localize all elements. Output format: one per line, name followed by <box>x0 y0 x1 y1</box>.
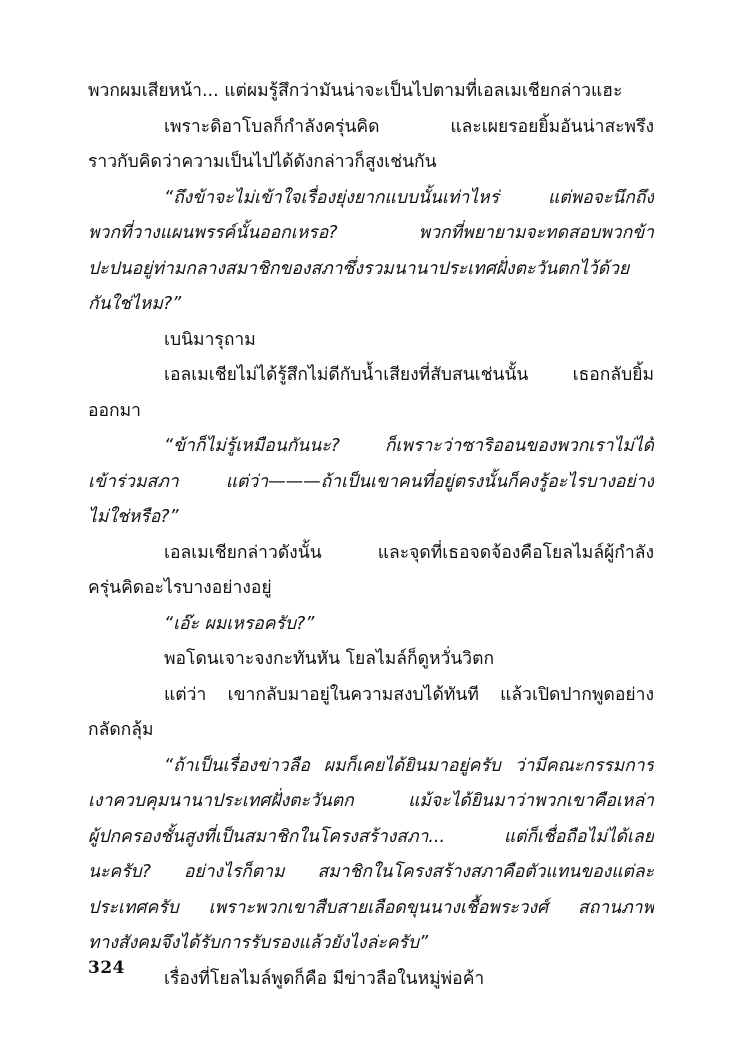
text-line: เงาควบคุมนานาประเทศฝั่งตะวันตก แม้จะได้ยินมาว่าพวกเขาคือเหล่า <box>88 791 654 811</box>
body-text <box>88 74 654 997</box>
text-line: แต่ว่า เขากลับมาอยู่ในความสงบได้ทันที แล้วเปิดปากพูดอย่าง <box>164 684 654 705</box>
text-line: เอลเมเชียไม่ได้รู้สึกไม่ดีกับน้ำเสียงที่สับสนเช่นนั้น เธอกลับยิ้ม <box>164 365 654 385</box>
text-line: “ถึงข้าจะไม่เข้าใจเรื่องยุ่งยากแบบนั้นเท่าไหร่ แต่พอจะนึกถึง <box>164 187 654 208</box>
text-line: “ข้าก็ไม่รู้เหมือนกันนะ? ก็เพราะว่าซาริออนของพวกเราไม่ได้ <box>164 436 654 456</box>
text-line: กันใช่ไหม?” <box>88 294 182 314</box>
text-line: ผู้ปกครองชั้นสูงที่เป็นสมาชิกในโครงสร้างสภา... แต่ก็เชื่อถือไม่ได้เลย <box>88 826 654 847</box>
text-line: ประเทศครับ เพราะพวกเขาสืบสายเลือดขุนนางเชื้อพระวงศ์ สถานภาพ <box>88 897 654 918</box>
text-line: พวกที่วางแผนพรรค์นั้นออกเหรอ? พวกที่พยายามจะทดสอบพวกข้า <box>88 223 654 243</box>
text-line: “ถ้าเป็นเรื่องข่าวลือ ผมก็เคยได้ยินมาอยู่ครับ ว่ามีคณะกรรมการ <box>164 755 654 776</box>
text-line: เรื่องที่โยลไมล์พูดก็คือ มีข่าวลือในหมู่พ่อค้า <box>164 968 485 989</box>
text-line: เอลเมเชียกล่าวดังนั้น และจุดที่เธอจดจ้องคือโยลไมล์ผู้กำลัง <box>164 542 654 563</box>
text-line: ปะปนอยู่ท่ามกลางสมาชิกของสภาซึ่งรวมนานาประเทศฝั่งตะวันตกไว้ด้วย <box>88 258 630 279</box>
text-line: ทางสังคมจึงได้รับการรับรองแล้วยังไงล่ะครับ” <box>88 933 429 953</box>
text-line: พอโดนเจาะจงกะทันหัน โยลไมล์ก็ดูหวั่นวิตก <box>164 649 495 669</box>
text-line: ไม่ใช่หรือ?” <box>88 507 179 527</box>
text-line: พวกผมเสียหน้า... แต่ผมรู้สึกว่ามันน่าจะเป็นไปตามที่เอลเมเชียกล่าวแฮะ <box>88 81 623 101</box>
text-line: นะครับ? อย่างไรก็ตาม สมาชิกในโครงสร้างสภาคือตัวแทนของแต่ละ <box>88 862 654 882</box>
text-line: เบนิมารุถาม <box>164 329 256 350</box>
text-line: “เอ๊ะ ผมเหรอครับ?” <box>164 613 315 634</box>
text-line: กลัดกลุ้ม <box>88 720 154 740</box>
text-line: เพราะดิอาโบลก็กำลังครุ่นคิด และเผยรอยยิ้มอันน่าสะพรึง <box>164 116 654 137</box>
text-line: ราวกับคิดว่าความเป็นไปได้ดังกล่าวก็สูงเช่นกัน <box>88 152 437 172</box>
text-line: ออกมา <box>88 400 141 421</box>
text-line: ครุ่นคิดอะไรบางอย่างอยู่ <box>88 578 272 598</box>
page-number: 324 <box>88 958 125 978</box>
text-line: เข้าร่วมสภา แต่ว่า———ถ้าเป็นเขาคนที่อยู่ตรงนั้นก็คงรู้อะไรบางอย่าง <box>88 471 654 492</box>
